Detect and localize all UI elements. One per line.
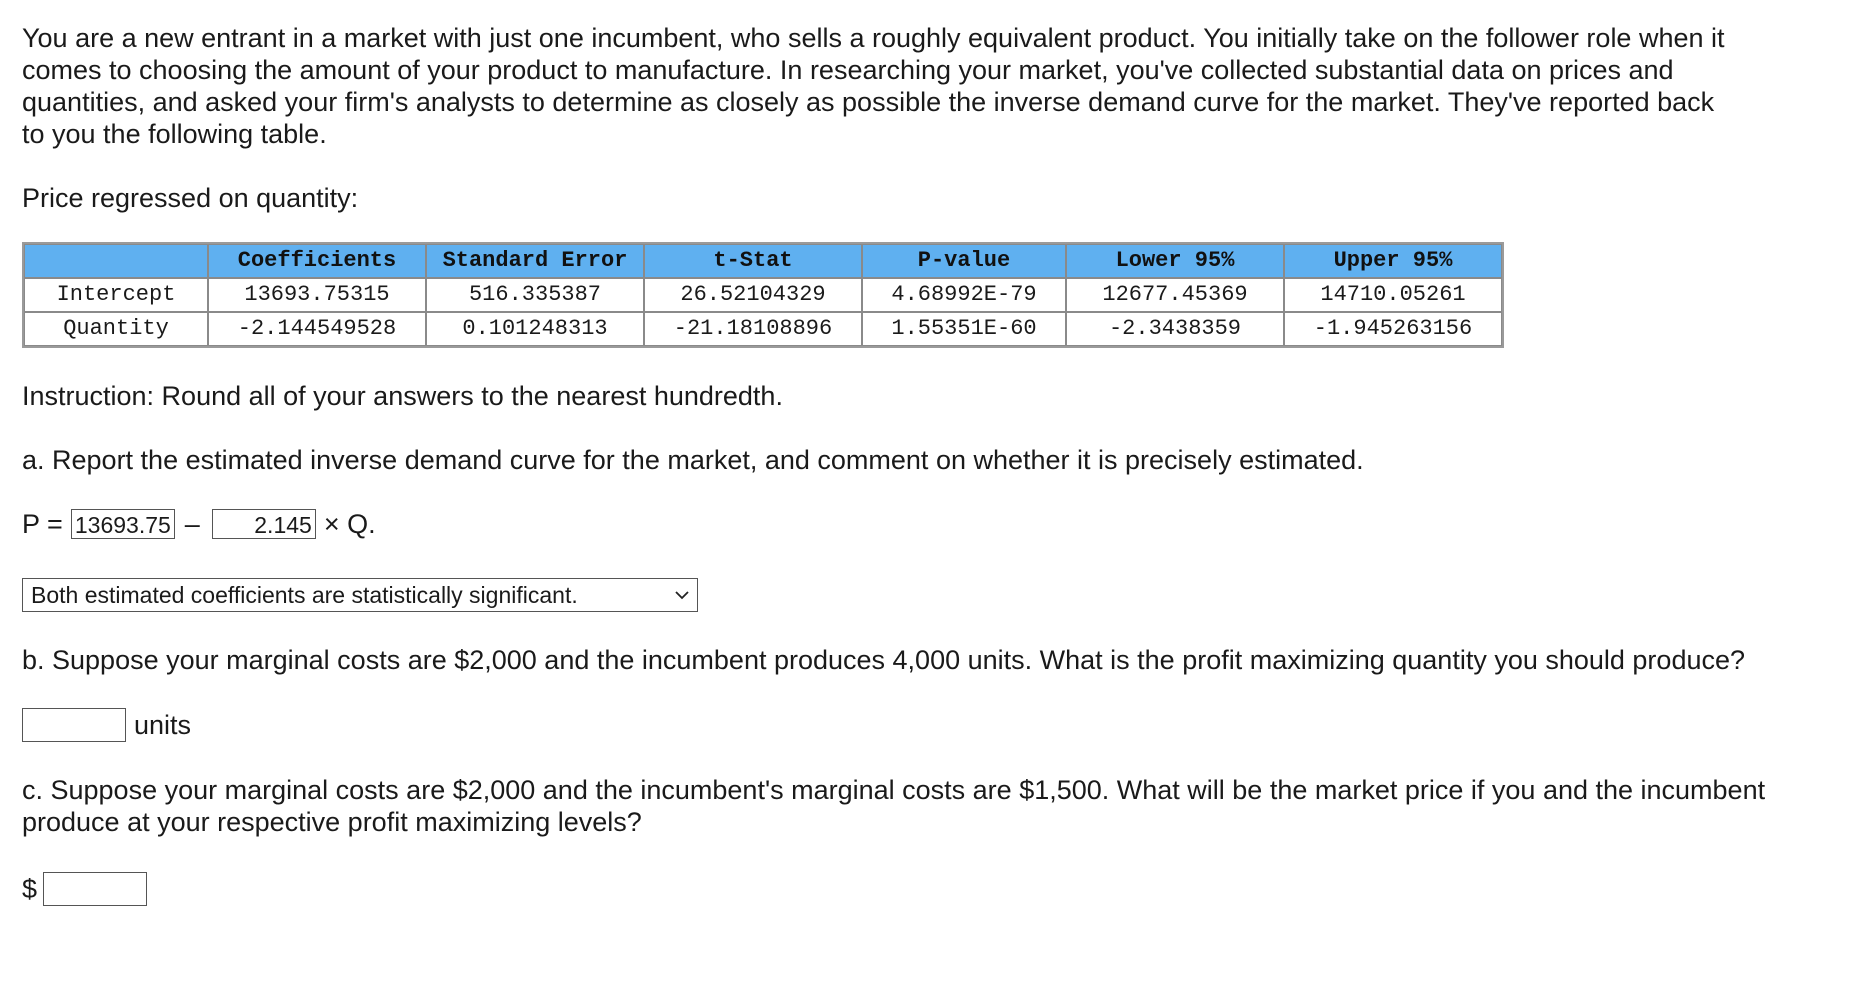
significance-dropdown[interactable] (22, 578, 698, 612)
table-header-cell (24, 244, 208, 278)
table-cell: 4.68992E-79 (862, 278, 1066, 312)
units-label: units (134, 710, 192, 740)
table-cell: -2.3438359 (1066, 312, 1284, 346)
currency-label: $ (22, 874, 38, 904)
minus-sign: – (184, 509, 200, 539)
table-cell: -1.945263156 (1284, 312, 1502, 346)
part-a-question: a. Report the estimated inverse demand curve for the market, and comment on whether it is precisely estimated. (22, 445, 1364, 475)
table-row (24, 312, 1502, 346)
table-cell: Quantity (24, 312, 208, 346)
regression-title: Price regressed on quantity: (22, 183, 359, 213)
table-header-cell: Lower 95% (1066, 244, 1284, 278)
table-cell: 14710.05261 (1284, 278, 1502, 312)
table-header-cell: Coefficients (208, 244, 426, 278)
table-header-cell: t-Stat (644, 244, 862, 278)
table-cell: 1.55351E-60 (862, 312, 1066, 346)
p-label: P = (22, 509, 63, 539)
demand-equation (22, 508, 1852, 540)
table-cell: 12677.45369 (1066, 278, 1284, 312)
part-c-question: c. Suppose your marginal costs are $2,000 and the incumbent's marginal costs are $1,500. What will be the market price if you and the incumbent produce at your respective profit maximizing levels? (22, 775, 1766, 837)
table-header-cell: Upper 95% (1284, 244, 1502, 278)
regression-table (22, 242, 1504, 348)
table-cell: -2.144549528 (208, 312, 426, 346)
table-cell: Intercept (24, 278, 208, 312)
part-b-answer-row (22, 708, 1852, 742)
part-c-answer-row (22, 872, 1852, 906)
table-header-cell: P-value (862, 244, 1066, 278)
table-cell: 13693.75315 (208, 278, 426, 312)
table-header-row (24, 244, 1502, 278)
times-q-label: × Q. (323, 509, 376, 539)
dropdown-selected-value: Both estimated coefficients are statistically significant. (31, 582, 578, 608)
intercept-input[interactable]: 13693.75 (71, 509, 175, 539)
table-cell: -21.18108896 (644, 312, 862, 346)
quantity-answer-input[interactable] (22, 708, 126, 742)
instruction-text: Instruction: Round all of your answers to the nearest hundredth. (22, 381, 783, 411)
part-b-question: b. Suppose your marginal costs are $2,000 and the incumbent produces 4,000 units. What is the profit maximizing quantity you should produce? (22, 645, 1746, 675)
table-cell: 26.52104329 (644, 278, 862, 312)
table-row (24, 278, 1502, 312)
table-cell: 0.101248313 (426, 312, 644, 346)
chevron-down-icon (675, 588, 689, 602)
price-answer-input[interactable] (43, 872, 147, 906)
slope-input[interactable]: 2.145 (212, 509, 316, 539)
intro-text: You are a new entrant in a market with just one incumbent, who sells a roughly equivalent product. You initially take on the follower role when it comes to choosing the amount of your product to manufacture. In researching your market, you've collected substantial data on prices and quantities, and asked your firm's analysts to determine as closely as possible the inverse demand curve for the market. They've reported back to you the following table. (22, 23, 1725, 149)
table-cell: 516.335387 (426, 278, 644, 312)
table-header-cell: Standard Error (426, 244, 644, 278)
